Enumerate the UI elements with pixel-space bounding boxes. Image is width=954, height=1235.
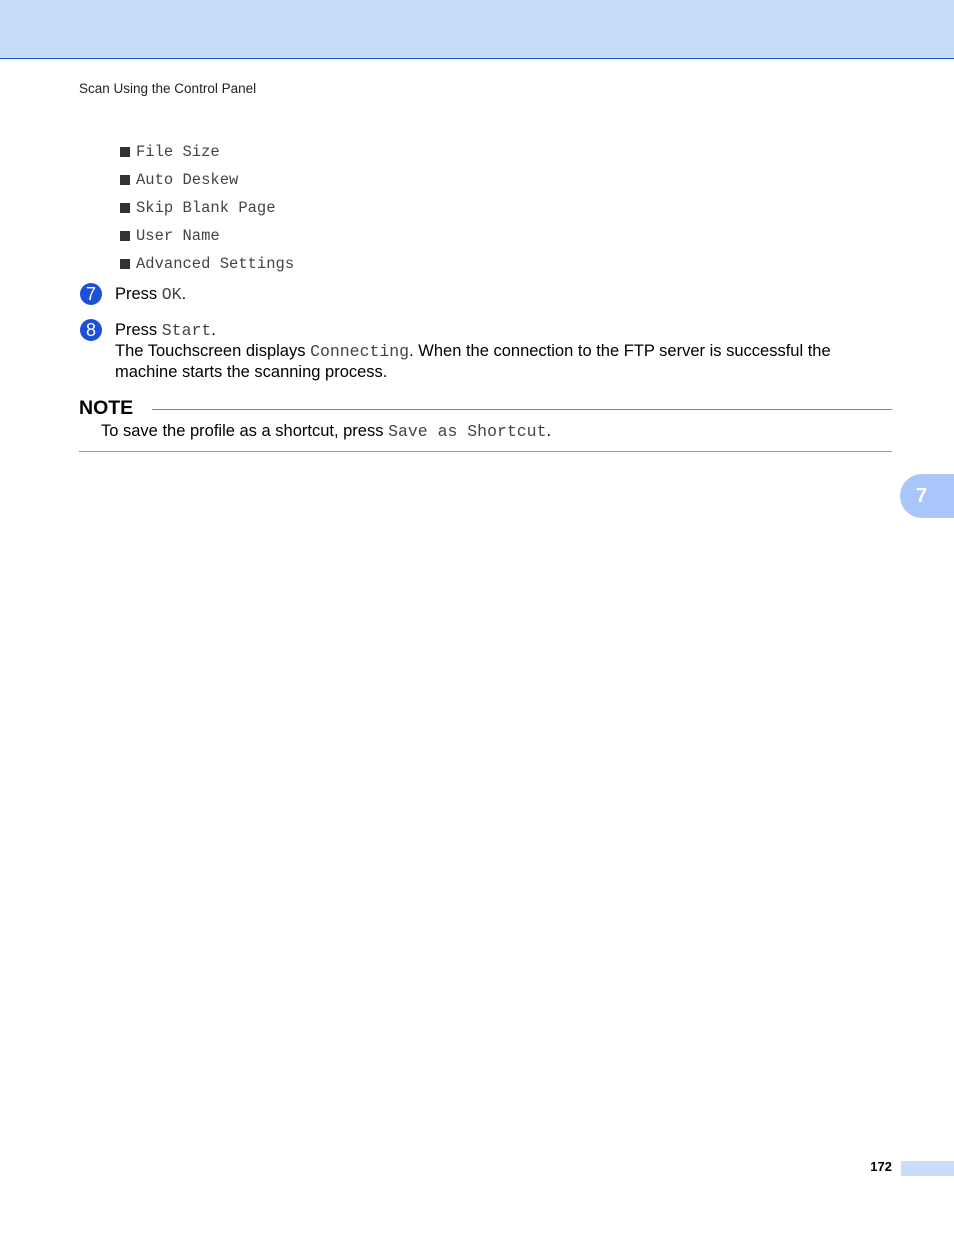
step-line-2: The Touchscreen displays Connecting. When the connection to the FTP server is successful the machine starts the scanning process. [115, 342, 831, 381]
code-start: Start [161, 321, 212, 340]
note-header [79, 396, 892, 420]
list-item-label: User Name [136, 227, 220, 245]
note-rule [152, 409, 892, 410]
step-line-1: Press Start. [115, 321, 216, 340]
bullet-square-icon [120, 259, 130, 269]
list-item-label: Skip Blank Page [136, 199, 276, 217]
header-bar [0, 0, 954, 59]
step-text [115, 319, 875, 383]
code-save-as-shortcut: Save as Shortcut [388, 422, 547, 441]
list-item [120, 166, 294, 194]
bullet-square-icon [120, 231, 130, 241]
note-bottom-rule [79, 451, 892, 452]
chapter-tab: 7 [900, 474, 954, 518]
step-number-badge: 7 [80, 283, 102, 305]
bullet-square-icon [120, 203, 130, 213]
list-item-label: Auto Deskew [136, 171, 239, 189]
code-connecting: Connecting [310, 342, 410, 361]
note-title: NOTE [79, 396, 134, 419]
list-item [120, 138, 294, 166]
list-item [120, 250, 294, 278]
note-text: To save the profile as a shortcut, press Save as Shortcut. [101, 422, 552, 441]
list-item-label: Advanced Settings [136, 255, 295, 273]
running-head: Scan Using the Control Panel [79, 81, 257, 96]
code-ok: OK [161, 285, 182, 304]
bullet-square-icon [120, 175, 130, 185]
settings-list [120, 138, 294, 278]
page-number: 172 [870, 1159, 892, 1174]
list-item-label: File Size [136, 143, 220, 161]
list-item [120, 222, 294, 250]
list-item [120, 194, 294, 222]
step-8 [80, 319, 875, 383]
bullet-square-icon [120, 147, 130, 157]
step-7 [80, 283, 875, 305]
step-number-badge: 8 [80, 319, 102, 341]
step-text: Press OK. [115, 285, 187, 304]
footer-bar [901, 1161, 954, 1176]
